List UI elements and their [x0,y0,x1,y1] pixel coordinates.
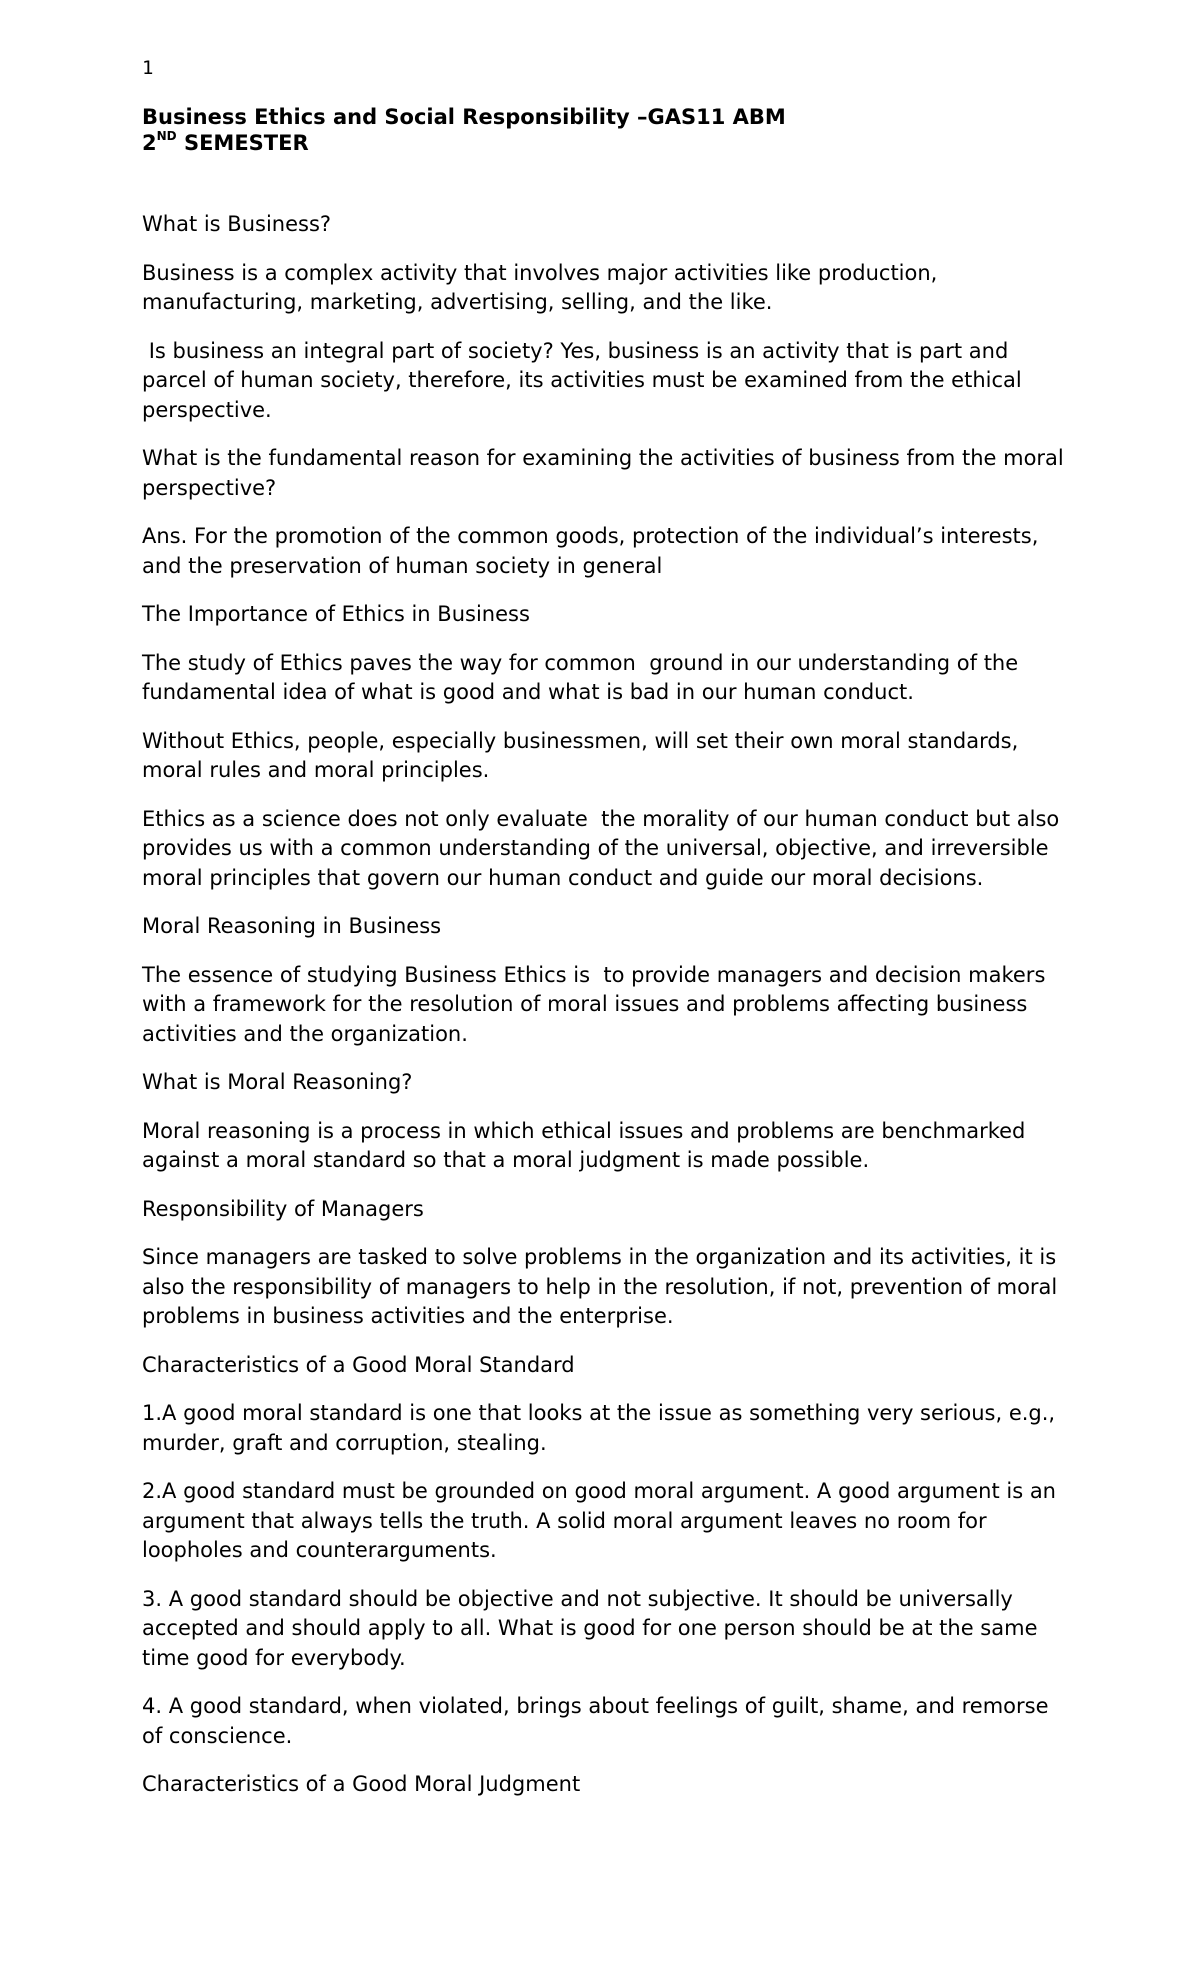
paragraph-study-of-ethics: The study of Ethics paves the way for common ground in our understanding of the fundamental idea of what is good and what is bad in our human conduct. [142,650,1025,704]
heading-responsibility-managers: Responsibility of Managers [142,1196,424,1221]
list-item-standard-3: 3. A good standard should be objective and not subjective. It should be universally accepted and should apply to all. What is good for one person should be at the same time good for everybody. [142,1586,1045,1670]
heading-moral-reasoning-business: Moral Reasoning in Business [142,914,442,938]
list-item-standard-1: 1.A good moral standard is one that looks at the issue as something very serious, e.g., murder, graft and corruption, stealing. [142,1401,1062,1455]
heading-what-is-business: What is Business? [142,212,332,236]
paragraph-moral-reasoning-definition: Moral reasoning is a process in which ethical issues and problems are benchmarked against a moral standard so that a moral judgment is made possible. [142,1118,1033,1172]
paragraph-ethics-as-science: Ethics as a science does not only evaluate the morality of our human conduct but also provides us with a common understanding of the universal, objective, and irreversible moral principles that govern our human conduct and guide our moral decisions. [142,806,1066,890]
list-item-standard-4: 4. A good standard, when violated, brings about feelings of guilt, shame, and remorse of conscience. [142,1694,1056,1748]
paragraph-business-society: Is business an integral part of society? Yes, business is an activity that is part and parcel of human society, therefore, its activities must be examined from the ethical perspective. [142,338,1029,422]
page-number: 1 [142,57,154,79]
heading-what-is-moral-reasoning: What is Moral Reasoning? [142,1070,413,1094]
answer-fundamental-reason: Ans. For the promotion of the common goods, protection of the individual’s interests, and the preservation of human society in general [142,524,1046,578]
semester-ordinal-suffix: ND [156,129,177,143]
document-title [142,104,1072,156]
document-body [142,104,1072,1819]
question-fundamental-reason: What is the fundamental reason for examining the activities of business from the moral perspective? [142,446,1071,500]
title-line-2 [142,130,1072,156]
heading-importance-of-ethics: The Importance of Ethics in Business [142,602,530,626]
paragraph-essence-business-ethics: The essence of studying Business Ethics is to provide managers and decision makers with a framework for the resolution of moral issues and problems affecting business activities and the organization. [142,962,1053,1046]
paragraph-business-definition: Business is a complex activity that involves major activities like production, manufacturing, marketing, advertising, selling, and the like. [142,260,945,314]
title-line-1: Business Ethics and Social Responsibility –GAS11 ABM [142,105,786,129]
paragraph-managers-responsibility: Since managers are tasked to solve problems in the organization and its activities, it is also the responsibility of managers to help in the resolution, if not, prevention of moral problems in business activities and the enterprise. [142,1245,1064,1328]
paragraph-without-ethics: Without Ethics, people, especially businessmen, will set their own moral standards, moral rules and moral principles. [142,728,1025,782]
heading-good-moral-standard: Characteristics of a Good Moral Standard [142,1352,575,1377]
heading-good-moral-judgment: Characteristics of a Good Moral Judgment [142,1772,581,1796]
semester-number: 2 [142,131,157,155]
list-item-standard-2: 2.A good standard must be grounded on good moral argument. A good argument is an argument that always tells the truth. A solid moral argument leaves no room for loopholes and counterarguments. [142,1479,1063,1562]
semester-label: SEMESTER [176,131,309,155]
